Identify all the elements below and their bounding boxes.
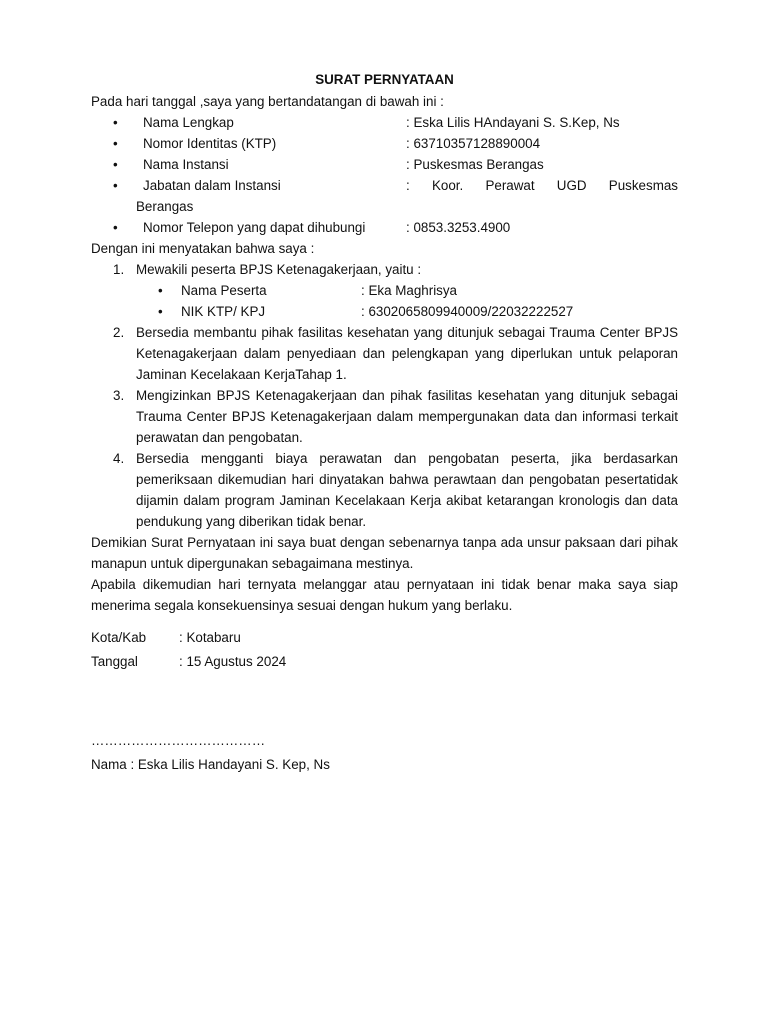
statement-item-1 xyxy=(91,259,678,280)
signature-line: ………………………………… xyxy=(91,733,266,748)
participant-name-row xyxy=(158,280,678,301)
document-title: SURAT PERNYATAAN xyxy=(315,72,454,87)
identity-label: Jabatan dalam Instansi xyxy=(143,178,281,193)
statement-item-2 xyxy=(91,322,678,385)
identity-label: Nama Instansi xyxy=(143,157,229,172)
participant-nik-row xyxy=(158,301,678,322)
bullet-icon: • xyxy=(113,220,118,235)
identity-item-instansi xyxy=(91,154,678,175)
item-text: Mengizinkan BPJS Ketenagakerjaan dan pihak fasilitas kesehatan yang ditunjuk sebagai Trauma Center BPJS Ketenagakerjaan dalam mempergunakan data dan informasi terkait perawatan dan pengobatan. xyxy=(136,388,678,445)
bullet-icon: • xyxy=(113,115,118,130)
statement-list xyxy=(91,259,678,532)
intro-text: Pada hari tanggal ,saya yang bertandatangan di bawah ini : xyxy=(91,94,444,109)
place-label: Kota/Kab xyxy=(91,630,147,645)
bullet-icon: • xyxy=(158,283,163,298)
bullet-icon: • xyxy=(158,304,163,319)
participant-label: NIK KTP/ KPJ xyxy=(181,304,266,319)
closing-paragraph-2: Apabila dikemudian hari ternyata melanggar atau pernyataan ini tidak benar maka saya siap menerima segala konsekuensinya sesuai dengan hukum yang berlaku. xyxy=(91,577,678,613)
date-label: Tanggal xyxy=(91,654,138,669)
statement-intro: Dengan ini menyatakan bahwa saya : xyxy=(91,241,315,256)
identity-item-name xyxy=(91,112,678,133)
statement-item-4 xyxy=(91,448,678,532)
item-number: 3. xyxy=(113,388,125,403)
document-page xyxy=(91,70,678,775)
item-text: Bersedia membantu pihak fasilitas kesehatan yang ditunjuk sebagai Trauma Center BPJS Ketenagakerjaan dalam penyediaan dan pelengkapan yang diperlukan untuk pelaporan Jaminan Kecelakaan KerjaTahap 1. xyxy=(136,325,678,382)
bullet-icon: • xyxy=(113,178,118,193)
identity-label: Nomor Identitas (KTP) xyxy=(143,136,277,151)
item-number: 1. xyxy=(113,262,125,277)
closing-paragraph-1: Demikian Surat Pernyataan ini saya buat dengan sebenarnya tanpa ada unsur paksaan dari pihak manapun untuk dipergunakan sebagaimana mestinya. xyxy=(91,535,678,571)
identity-item-jabatan xyxy=(91,175,678,196)
date-value: : 15 Agustus 2024 xyxy=(179,654,287,669)
participant-label: Nama Peserta xyxy=(181,283,267,298)
item-text: Bersedia mengganti biaya perawatan dan pengobatan peserta, jika berdasarkan pemeriksaan dikemudian hari dinyatakan bahwa perawtaan dan pengobatan pesertatidak dijamin dalam program Jaminan Kecelakaan Kerja akibat ketarangan kronologis dan data pendukung yang diberikan tidak benar. xyxy=(136,451,678,529)
item-number: 2. xyxy=(113,325,125,340)
identity-value: : Eska Lilis HAndayani S. S.Kep, Ns xyxy=(406,115,620,130)
identity-value: : Puskesmas Berangas xyxy=(406,157,544,172)
item-text: Mewakili peserta BPJS Ketenagakerjaan, yaitu : xyxy=(136,262,422,277)
item-number: 4. xyxy=(113,451,125,466)
identity-item-telepon xyxy=(91,217,678,238)
identity-value: : Koor. Perawat UGD Puskesmas xyxy=(406,178,678,193)
identity-label: Nama Lengkap xyxy=(143,115,234,130)
identity-label: Nomor Telepon yang dapat dihubungi xyxy=(143,220,366,235)
bullet-icon: • xyxy=(113,136,118,151)
place-row xyxy=(91,626,678,650)
identity-value: : 0853.3253.4900 xyxy=(406,220,511,235)
statement-item-3 xyxy=(91,385,678,448)
date-row xyxy=(91,650,678,674)
identity-list xyxy=(91,112,678,238)
identity-value-continuation: Berangas xyxy=(136,199,194,214)
participant-value: : 6302065809940009/22032222527 xyxy=(361,304,574,319)
identity-item-ktp xyxy=(91,133,678,154)
place-value: : Kotabaru xyxy=(179,630,241,645)
signer-name: Nama : Eska Lilis Handayani S. Kep, Ns xyxy=(91,757,330,772)
identity-value: : 63710357128890004 xyxy=(406,136,541,151)
participant-value: : Eka Maghrisya xyxy=(361,283,458,298)
bullet-icon: • xyxy=(113,157,118,172)
